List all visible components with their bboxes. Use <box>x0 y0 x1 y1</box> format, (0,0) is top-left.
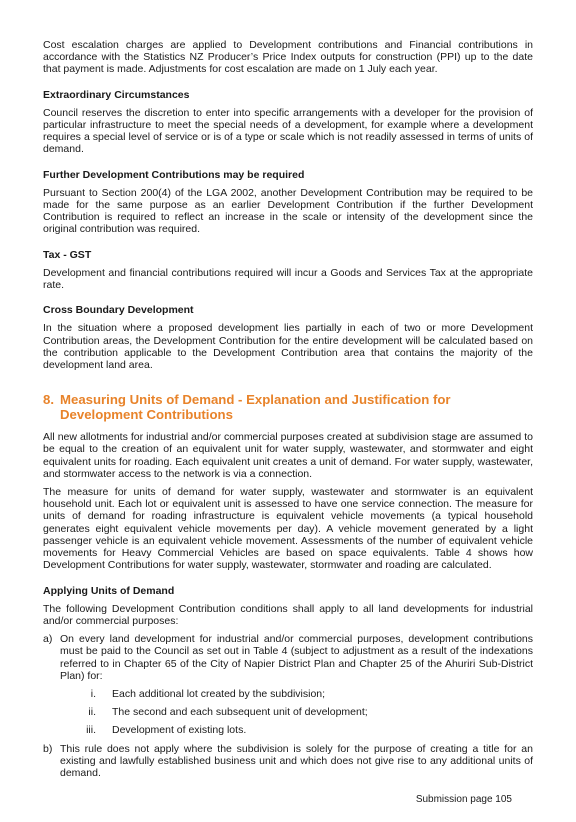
condition-a-text: On every land development for industrial and/or commercial purposes, development contributions must be paid to the Council as set out in Table 4 (subject to adjustment as a result of the indexations referred to in Chapter 65 of the City of Napier District Plan and Chapter 25 of the Ahuriri Sub-District Plan) for: <box>60 633 533 682</box>
subitem-ii-text: The second and each subsequent unit of development; <box>112 706 368 719</box>
conditions-list <box>43 633 533 779</box>
condition-b-label: b) <box>43 742 53 755</box>
condition-a <box>43 633 533 736</box>
cross-boundary-paragraph: In the situation where a proposed development lies partially in each of two or more Development Contribution areas, the Development Contribution for the entire development will be calculated based on the contribution applicable to the Development Contribution area that contains the majority of the development land area. <box>43 322 533 372</box>
subitem-ii <box>60 706 533 718</box>
condition-b <box>43 743 533 780</box>
subitem-i <box>60 688 533 700</box>
section-8-heading <box>43 392 533 422</box>
extraordinary-paragraph: Council reserves the discretion to enter into specific arrangements with a developer for the provision of particular infrastructure to meet the special needs of a development, for example where a development requires a special level of service or is of a type or scale which is not readily assessed in terms of units of demand. <box>43 106 533 156</box>
further-contributions-paragraph: Pursuant to Section 200(4) of the LGA 2002, another Development Contribution may be required to be made for the same purpose as an earlier Development Contribution if the further Development Contribution is required to reflect an increase in the scale or intensity of the development since the original contribution was required. <box>43 186 533 236</box>
page-footer: Submission page 105 <box>415 794 512 805</box>
applying-units-heading: Applying Units of Demand <box>43 584 175 597</box>
subitem-ii-label: ii. <box>88 706 96 719</box>
applying-units-intro: The following Development Contribution conditions shall apply to all land developments for industrial and/or commercial purposes: <box>43 602 533 627</box>
escalation-paragraph: Cost escalation charges are applied to Development contributions and Financial contributions in accordance with the Statistics NZ Producer’s Price Index outputs for construction (PPI) up to the date that payment is made. Adjustments for cost escalation are made on 1 July each year. <box>43 39 533 76</box>
section-title: Measuring Units of Demand - Explanation and Justification for Development Contributions <box>60 392 451 423</box>
section-number: 8. <box>43 392 54 408</box>
extraordinary-heading: Extraordinary Circumstances <box>43 88 190 101</box>
units-paragraph-1: All new allotments for industrial and/or commercial purposes created at subdivision stage are assumed to be equal to the creation of an equivalent unit for water supply, wastewater, and stormwater and eight equivalent units for roading. Each equivalent unit creates a unit of demand. For water supply, wastewater, and stormwater access to the network is via a connection. <box>43 431 533 480</box>
gst-paragraph: Development and financial contributions required will incur a Goods and Services Tax at the appropriate rate. <box>43 266 533 292</box>
subitem-iii <box>60 724 533 736</box>
further-contributions-heading: Further Development Contributions may be required <box>43 168 305 181</box>
gst-heading: Tax - GST <box>43 248 92 261</box>
condition-a-label: a) <box>43 633 53 646</box>
condition-a-subitems <box>60 688 533 737</box>
units-paragraph-2: The measure for units of demand for water supply, wastewater and stormwater is an equivalent household unit. Each lot or equivalent unit is assessed to have one service connection. The measure for units of demand for roading infrastructure is equivalent vehicle movements (a typical household generates eight equivalent vehicle movements per day). A vehicle movement generated by a light passenger vehicle is an equivalent vehicle movement. Assessments of the number of equivalent vehicle movements for Heavy Commercial Vehicles are based on space equivalents. Table 4 shows how Development Contributions for water supply, wastewater, stormwater and roading are calculated. <box>43 486 533 572</box>
subitem-iii-label: iii. <box>86 724 96 737</box>
subitem-i-text: Each additional lot created by the subdivision; <box>112 687 326 700</box>
condition-b-text: This rule does not apply where the subdivision is solely for the purpose of creating a title for an existing and lawfully established business unit and which does not give rise to any additional units of demand. <box>60 742 533 779</box>
cross-boundary-heading: Cross Boundary Development <box>43 304 194 317</box>
page-content <box>43 39 533 779</box>
subitem-iii-text: Development of existing lots. <box>112 724 247 737</box>
subitem-i-label: i. <box>90 687 96 700</box>
